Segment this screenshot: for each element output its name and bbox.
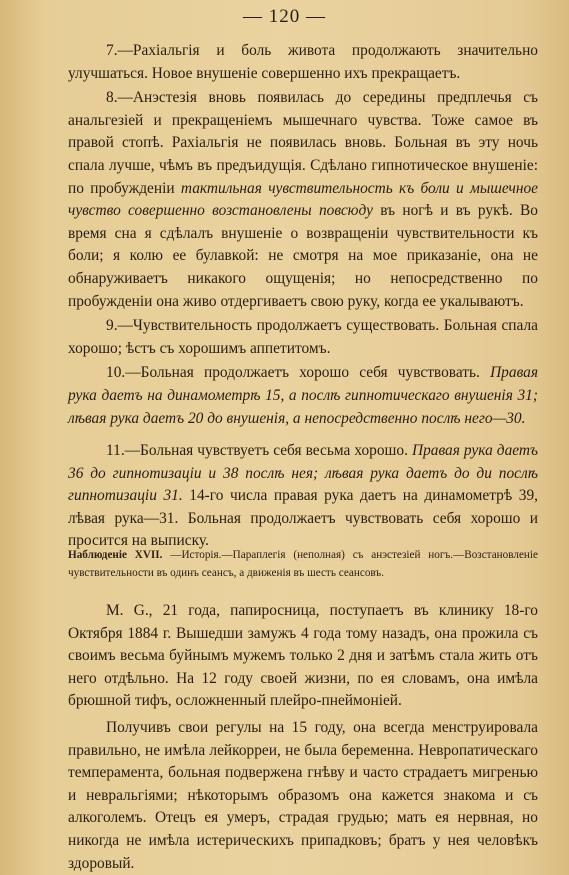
entry-text: 7.—Рахіальгія и боль живота продолжають значительно улучшаться. Новое внушеніе совершенно ихъ прекращаетъ.	[68, 42, 538, 82]
entry-9	[68, 315, 538, 360]
entry-text: 8.—Анэстезія вновь появилась до середины предплечья съ анальгезіей и прекращеніемъ мышечнаго чувства. Тоже самое въ правой стопѣ. Рахіальгія не появилась вновь. Больная въ эту ночь спала лучше, чѣмъ въ предъидущія. Сдѣлано гипнотическое внушеніе: по пробужденіи	[68, 89, 538, 197]
entry-text: 11.—Больная чувствуетъ себя весьма хорошо.	[106, 442, 412, 460]
case-paragraph: M. G., 21 года, папиросница, поступаетъ въ клинику 18-го Октября 1884 г. Вышедши замужъ 4 года тому назадъ, она прожила съ своимъ весьма буйнымъ мужемъ только 2 дня и затѣмъ стала жить отъ него отдѣльно. На 12 году своей жизни, по ея словамъ, она имѣла брюшной тифъ, осложненный плейро-пнеймоніей.	[68, 602, 538, 710]
entry-10	[68, 362, 538, 430]
entry-11	[68, 440, 538, 553]
entry-italic-text: Правая рука даетъ на динамометрѣ 15, а послѣ гипнотическаго внушенія 31; лѣвая рука даетъ 20 до внушенія, а непосредственно послѣ него—30.	[68, 364, 538, 427]
entry-7	[68, 40, 538, 85]
entry-italic-text: Правая рука даетъ 36 до гипнотизаціи и 38 послѣ нея; лѣвая рука даетъ до ди послѣ гипнотизаціи 31.	[68, 442, 538, 505]
case-history	[68, 600, 538, 875]
entry-italic-text: тактильная чувствительность къ боли и мышечное чувство совершенно возстановлены повсюду	[68, 179, 538, 220]
observation-summary: —Исторія.—Параплегія (неполная) съ анэстезіей ногъ.—Возстановленіе чувствительности въ одинъ сеансъ, а движенія въ шесть сеансовъ.	[68, 549, 538, 579]
page-number: — 120 —	[243, 6, 326, 27]
entry-text: 9.—Чувствительность продолжаетъ существовать. Больная спала хорошо; ѣстъ съ хорошимъ аппетитомъ.	[68, 317, 538, 357]
entry-text: 14-го числа правая рука даетъ на динамометрѣ 39, лѣвая рука—31. Больная продолжаетъ чувствовать себя хорошо и просится на выписку.	[68, 487, 538, 550]
entry-text: въ ногѣ и въ рукѣ. Во время сна я сдѣлалъ внушеніе о возвращеніи чувствительности къ боли; я колю ее булавкой: не смотря на мое приказаніе, она не обнаруживаетъ никакого ощущенія; но непосредственно по пробужденіи она живо отдергиваетъ свою руку, когда ее укалываютъ.	[68, 202, 539, 310]
case-paragraph: Получивъ свои регулы на 15 году, она всегда менструировала правильно, не имѣла лейкорреи, не была беременна. Невропатическаго темперамента, больная подвержена гнѣву и часто страдаетъ мигренью и невральгіями; нѣкоторымъ образомъ она кажется знакома и съ алкоголемъ. Отецъ ея умеръ, страдая грудью; мать ея нервная, но никогда не имѣла истерическихъ припадковъ; братъ у нея человѣкъ здоровый.	[68, 718, 538, 872]
entry-8	[68, 87, 538, 313]
diary-entries	[68, 40, 538, 553]
entry-text: 10.—Больная продолжаетъ хорошо себя чувствовать.	[106, 364, 491, 382]
observation-title: Наблюденіе XVII.	[68, 549, 163, 561]
observation-header	[68, 546, 538, 582]
